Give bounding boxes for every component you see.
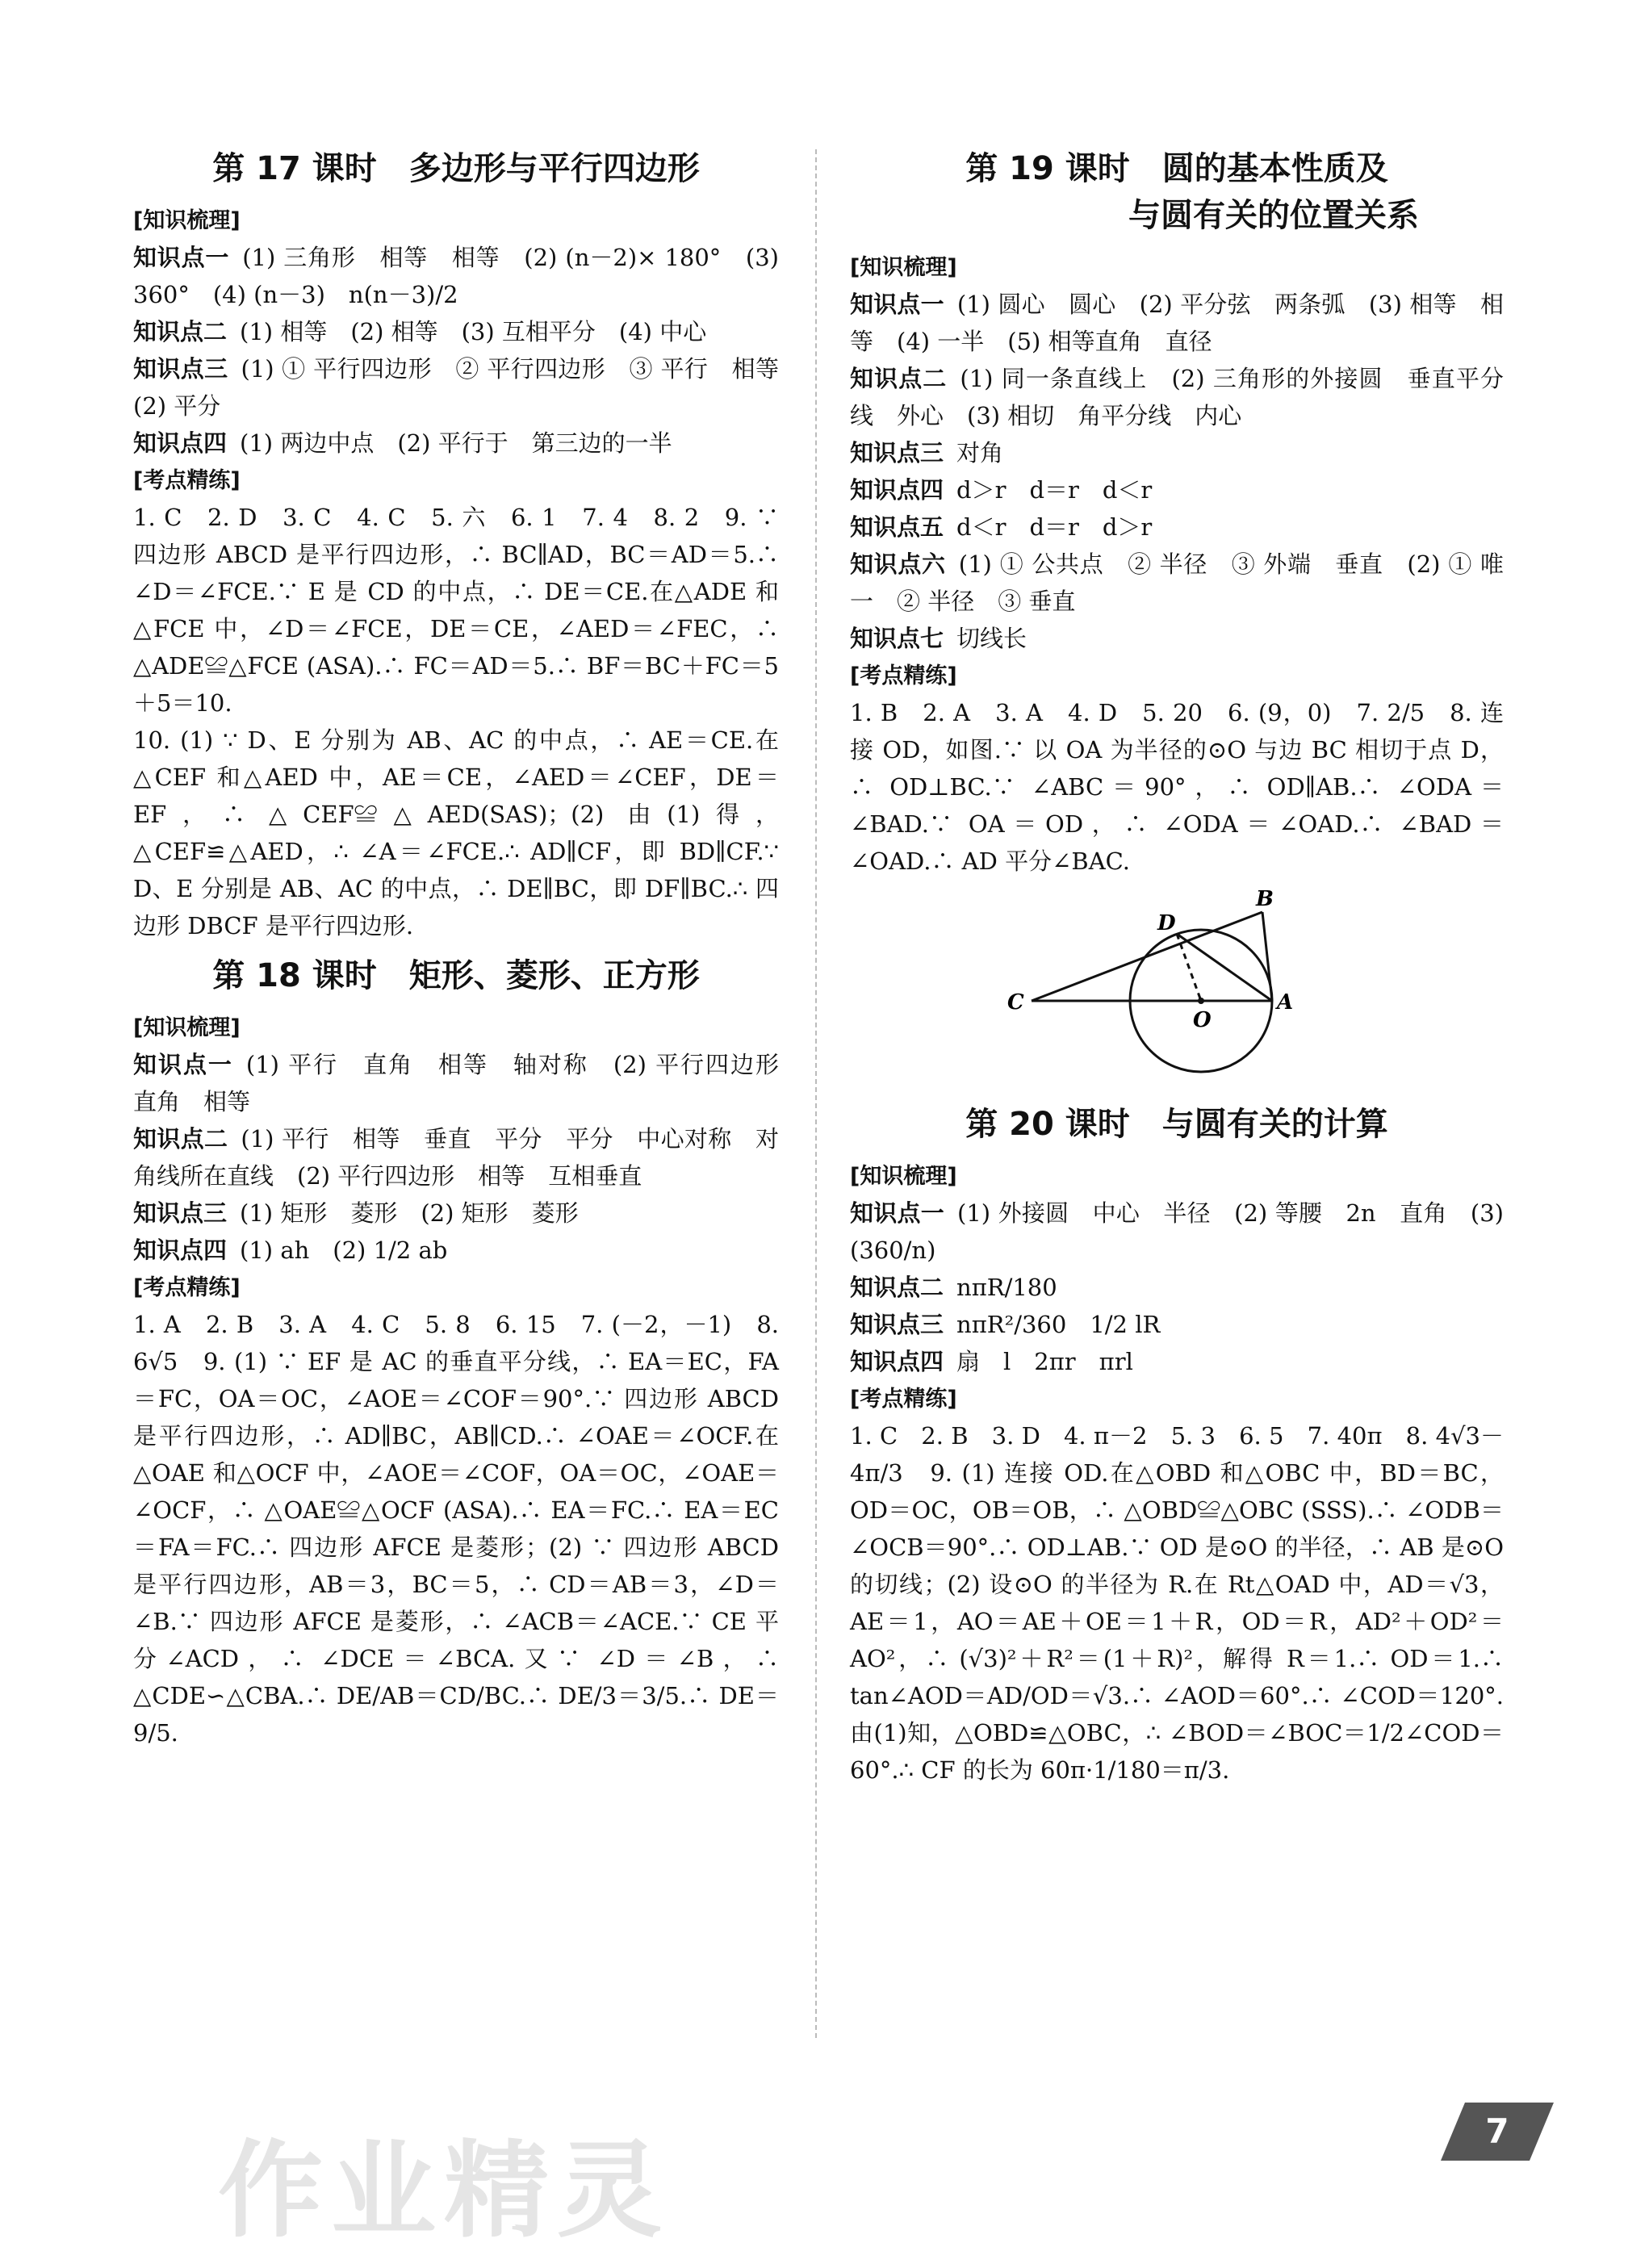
kp-text: (1) 同一条直线上 (2) 三角形的外接圆 垂直平分线 外心 (3) 相切 角平分线 内心 — [850, 365, 1504, 429]
kp-label: 知识点一 — [133, 1051, 233, 1078]
kp-label: 知识点三 — [133, 355, 228, 383]
knowledge-point — [133, 1195, 779, 1232]
kp-text: (1) 平行 相等 垂直 平分 平分 中心对称 对角线所在直线 (2) 平行四边形 相等 互相垂直 — [133, 1125, 779, 1190]
kp-label: 知识点四 — [133, 1237, 228, 1264]
knowledge-point — [133, 1232, 779, 1269]
knowledge-point — [133, 313, 779, 350]
section-tag: [知识梳理] — [850, 1164, 957, 1189]
segment-cb — [1032, 912, 1262, 1001]
section-tag: [知识梳理] — [850, 255, 957, 280]
lesson-20-title: 第 20 课时 与圆有关的计算 — [965, 1106, 1388, 1143]
knowledge-point — [850, 1195, 1504, 1269]
knowledge-point — [133, 1046, 803, 1120]
kp-label: 知识点五 — [850, 513, 944, 541]
knowledge-point — [133, 350, 803, 425]
kp-label: 知识点一 — [850, 291, 944, 318]
kp-text: 对角 — [956, 439, 1004, 467]
kp-text: (1) ① 公共点 ② 半径 ③ 外端 垂直 (2) ① 唯一 ② 半径 ③ 垂直 — [850, 550, 1504, 615]
answers: 1. C 2. B 3. D 4. π－2 5. 3 6. 5 7. 40π 8. 4√3－4π/3 9. (1) 连接 OD.在△OBD 和△OBC 中，BD＝BC，OD＝OC，OB＝OB，∴ △OBD≌△OBC (SSS).∴ ∠ODB＝∠OCB＝90°.∴ OD⊥AB.∵ OD 是⊙O 的半径，∴ AB 是⊙O 的切线；(2) 设⊙O 的半径为 R.在 Rt△OAD 中，AD＝√3，AE＝1，AO＝AE＋OE＝1＋R，OD＝R，AD²＋OD²＝AO²，∴ (√3)²＋R²＝(1＋R)²，解得 R＝1.∴ OD＝1.∴ tan∠AOD＝AD/OD＝√3.∴ ∠AOD＝60°.∴ ∠COD＝120°.由(1)知，△OBD≌△OBC，∴ ∠BOD＝∠BOC＝1/2∠COD＝60°.∴ CF 的长为 60π·1/180＝π/3. — [850, 1422, 1504, 1784]
kp-text: (1) 平行 直角 相等 轴对称 (2) 平行四边形 直角 相等 — [133, 1051, 803, 1115]
section-tag: [考点精练] — [850, 1387, 957, 1412]
section-tag: [知识梳理] — [133, 208, 241, 233]
kp-text: d＞r d＝r d＜r — [956, 476, 1153, 504]
kp-text: (1) 外接圆 中心 半径 (2) 等腰 2n 直角 (3) (360/n) — [850, 1199, 1504, 1264]
segment-ba — [1262, 912, 1272, 1001]
knowledge-point — [850, 620, 1504, 657]
knowledge-point — [133, 239, 779, 313]
knowledge-point — [133, 1120, 779, 1195]
kp-label: 知识点一 — [850, 1199, 945, 1227]
knowledge-point — [133, 425, 779, 462]
knowledge-point — [850, 360, 1504, 434]
kp-label: 知识点四 — [133, 429, 228, 457]
circle-tangent-figure — [850, 888, 1504, 1093]
label-d: D — [1157, 911, 1176, 935]
geometry-diagram — [999, 888, 1354, 1090]
page-number: 7 — [1485, 2111, 1509, 2151]
kp-label: 知识点三 — [850, 1311, 944, 1338]
kp-text: (1) 矩形 菱形 (2) 矩形 菱形 — [240, 1199, 579, 1227]
page-number-badge — [1441, 2103, 1554, 2161]
kp-text: (1) ① 平行四边形 ② 平行四边形 ③ 平行 相等 (2) 平分 — [133, 355, 803, 420]
kp-text: nπR²/360 1/2 lR — [956, 1311, 1161, 1338]
right-column — [850, 137, 1504, 1789]
left-column — [133, 137, 803, 1751]
kp-text: (1) ah (2) 1/2 ab — [240, 1237, 448, 1264]
kp-text: 切线长 — [956, 625, 1027, 652]
lesson-18-title: 第 18 课时 矩形、菱形、正方形 — [212, 957, 700, 994]
segment-da — [1177, 934, 1272, 1001]
kp-label: 知识点二 — [133, 1125, 228, 1153]
section-tag: [考点精练] — [133, 1275, 241, 1300]
lesson-19-title-line1: 第 19 课时 圆的基本性质及 — [965, 150, 1388, 187]
kp-label: 知识点四 — [850, 1348, 944, 1375]
section-tag: [知识梳理] — [133, 1015, 241, 1040]
kp-text: nπR/180 — [956, 1274, 1057, 1301]
label-o: O — [1193, 1008, 1212, 1032]
point-o — [1198, 998, 1204, 1004]
label-c: C — [1007, 990, 1024, 1015]
knowledge-point — [850, 1343, 1504, 1380]
label-a: A — [1277, 990, 1294, 1015]
kp-label: 知识点四 — [850, 476, 944, 504]
kp-text: 扇 l 2πr πrl — [956, 1348, 1133, 1375]
knowledge-point — [850, 508, 1504, 546]
kp-text: (1) 三角形 相等 相等 (2) (n－2)× 180° (3) 360° (4) (n－3) n(n－3)/2 — [133, 244, 779, 308]
kp-label: 知识点六 — [850, 550, 946, 578]
kp-text: (1) 相等 (2) 相等 (3) 互相平分 (4) 中心 — [240, 318, 707, 345]
lesson-19-title-line2: 与圆有关的位置关系 — [1128, 197, 1419, 234]
answers: 1. A 2. B 3. A 4. C 5. 8 6. 15 7. (－2，－1) 8. 6√5 9. (1) ∵ EF 是 AC 的垂直平分线，∴ EA＝EC，FA＝FC，OA＝OC，∠AOE＝∠COF＝90°.∵ 四边形 ABCD 是平行四边形，∴ AD∥BC，AB∥CD.∴ ∠OAE＝∠OCF.在△OAE 和△OCF 中，∠AOE＝∠COF，OA＝OC，∠OAE＝∠OCF，∴ △OAE≌△OCF (ASA).∴ EA＝FC.∴ EA＝EC＝FA＝FC.∴ 四边形 AFCE 是菱形；(2) ∵ 四边形 ABCD 是平行四边形，AB＝3，BC＝5，∴ CD＝AB＝3，∠D＝∠B.∵ 四边形 AFCE 是菱形，∴ ∠ACB＝∠ACE.∵ CE 平分∠ACD，∴ ∠DCE＝∠BCA.又∵ ∠D＝∠B，∴ △CDE∽△CBA.∴ DE/AB＝CD/BC.∴ DE/3＝3/5.∴ DE＝9/5. — [133, 1311, 779, 1747]
lesson-19-title — [850, 145, 1504, 239]
kp-label: 知识点三 — [850, 439, 944, 467]
answers: 1. B 2. A 3. A 4. D 5. 20 6. (9，0) 7. 2/5 8. 连接 OD，如图.∵ 以 OA 为半径的⊙O 与边 BC 相切于点 D，∴ OD⊥BC.∵ ∠ABC＝90°，∴ OD∥AB.∴ ∠ODA＝∠BAD.∵ OA＝OD，∴ ∠ODA＝∠OAD.∴ ∠BAD＝∠OAD.∴ AD 平分∠BAC. — [850, 699, 1504, 875]
knowledge-point — [850, 286, 1504, 360]
knowledge-point — [850, 1306, 1504, 1343]
watermark: 作业精灵 — [218, 2129, 671, 2252]
column-divider — [815, 149, 817, 2038]
answers: 10. (1) ∵ D、E 分别为 AB、AC 的中点，∴ AE＝CE.在△CEF 和△AED 中，AE＝CE，∠AED＝∠CEF，DE＝EF，∴ △CEF≌△AED(SAS)；(2) 由(1)得，△CEF≌△AED，∴ ∠A＝∠FCE.∴ AD∥CF，即 BD∥CF.∵ D、E 分别是 AB、AC 的中点，∴ DE∥BC，即 DF∥BC.∴ 四边形 DBCF 是平行四边形. — [133, 726, 779, 939]
kp-text: d＜r d＝r d＞r — [956, 513, 1153, 541]
kp-label: 知识点二 — [133, 318, 228, 345]
label-b: B — [1256, 888, 1274, 911]
lesson-17-title: 第 17 课时 多边形与平行四边形 — [212, 150, 700, 187]
kp-label: 知识点一 — [133, 244, 230, 271]
knowledge-point — [850, 1269, 1504, 1306]
kp-label: 知识点二 — [850, 1274, 944, 1301]
kp-text: (1) 两边中点 (2) 平行于 第三边的一半 — [240, 429, 672, 457]
knowledge-point — [850, 546, 1504, 620]
knowledge-point — [850, 471, 1504, 508]
kp-text: (1) 圆心 圆心 (2) 平分弦 两条弧 (3) 相等 相等 (4) 一半 (5) 相等直角 直径 — [850, 291, 1504, 355]
section-tag: [考点精练] — [133, 468, 241, 493]
section-tag: [考点精练] — [850, 663, 957, 688]
kp-label: 知识点三 — [133, 1199, 228, 1227]
knowledge-point — [850, 434, 1504, 471]
kp-label: 知识点七 — [850, 625, 944, 652]
segment-do — [1177, 934, 1201, 1001]
answers: 1. C 2. D 3. C 4. C 5. 六 6. 1 7. 4 8. 2 9. ∵ 四边形 ABCD 是平行四边形，∴ BC∥AD，BC＝AD＝5.∴ ∠D＝∠FCE.∵ E 是 CD 的中点，∴ DE＝CE.在△ADE 和△FCE 中，∠D＝∠FCE，DE＝CE，∠AED＝∠FEC，∴ △ADE≌△FCE (ASA).∴ FC＝AD＝5.∴ BF＝BC＋FC＝5＋5＝10. — [133, 504, 779, 717]
kp-label: 知识点二 — [850, 365, 948, 392]
